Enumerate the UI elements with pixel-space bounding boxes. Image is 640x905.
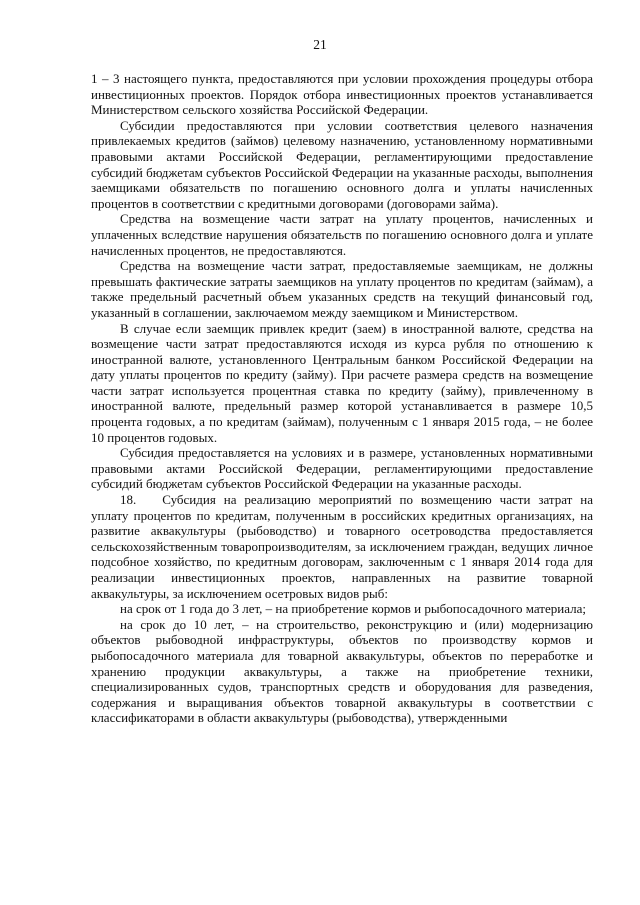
paragraph-continuation: 1 – 3 настоящего пункта, предоставляются при условии прохождения процедуры отбора инвестиционных проектов. Порядок отбора инвестиционных проектов устанавливается Министерством сельского хозяйства Российской Федерации.	[91, 71, 593, 118]
paragraph-subsidy-terms: Субсидия предоставляется на условиях и в размере, установленных нормативными правовыми актами Российской Федерации, регламентирующими предоставление субсидий бюджетам субъектов Российской Федерации на указанные расходы.	[91, 445, 593, 492]
document-body	[91, 71, 593, 726]
paragraph-term-10-years: на срок до 10 лет, – на строительство, реконструкцию и (или) модернизацию объектов рыбоводной инфраструктуры, объектов по производству кормов и рыбопосадочного материала для товарной аквакультуры, объектов по переработке и хранению продукции аквакультуры, а также на приобретение техники, специализированных судов, транспортных средств и оборудования для разведения, содержания и выращивания объектов товарной аквакультуры в соответствии с классификаторами в области аквакультуры (рыбоводства), утвержденными	[91, 616, 593, 726]
paragraph-foreign-currency: В случае если заемщик привлек кредит (заем) в иностранной валюте, средства на возмещение части затрат предоставляются исходя из курса рубля по отношению к иностранной валюте, установленного Центральным банком Российской Федерации на дату уплаты процентов по кредиту (займу). При расчете размера средств на возмещение части затрат используется процентная ставка по кредиту (займу), привлеченному в иностранной валюте, предельный размер которой устанавливается в размере 10,5 процента годовых, а по кредитам (займам), полученным с 1 января 2015 года, – не более 10 процентов годовых.	[91, 320, 593, 445]
paragraph-subsidy-conditions: Субсидии предоставляются при условии соответствия целевого назначения привлекаемых кредитов (займов) целевому назначению, установленному нормативными правовыми актами Российской Федерации, регламентирующими предоставление субсидий бюджетам субъектов Российской Федерации на указанные расходы, выполнения заемщиками обязательств по погашению основного долга и уплаты начисленных процентов в соответствии с кредитными договорами (договорами займа).	[91, 117, 593, 211]
paragraph-cost-limit: Средства на возмещение части затрат, предоставляемые заемщикам, не должны превышать фактические затраты заемщиков на уплату процентов по кредитам (займам), а также предельный расчетный объем указанных средств на текущий финансовый год, указанный в соглашении, заключаемом между заемщиком и Министерством.	[91, 258, 593, 320]
paragraph-penalty-interest: Средства на возмещение части затрат на уплату процентов, начисленных и уплаченных вследствие нарушения обязательств по погашению основного долга и уплате начисленных процентов, не предоставляются.	[91, 211, 593, 258]
page-number: 21	[313, 37, 327, 52]
paragraph-term-1-3-years: на срок от 1 года до 3 лет, – на приобретение кормов и рыбопосадочного материала;	[120, 601, 586, 617]
paragraph-item-18: 18. Субсидия на реализацию мероприятий по возмещению части затрат на уплату процентов по кредитам, полученным в российских кредитных организациях, на развитие аквакультуры (рыбоводство) и товарного осетроводства предоставляется сельскохозяйственным товаропроизводителям, за исключением граждан, ведущих личное подсобное хозяйство, по кредитным договорам, заключенным с 1 января 2014 года для реализации инвестиционных проектов, направленных на развитие товарной аквакультуры, за исключением осетровых видов рыб:	[91, 492, 593, 601]
